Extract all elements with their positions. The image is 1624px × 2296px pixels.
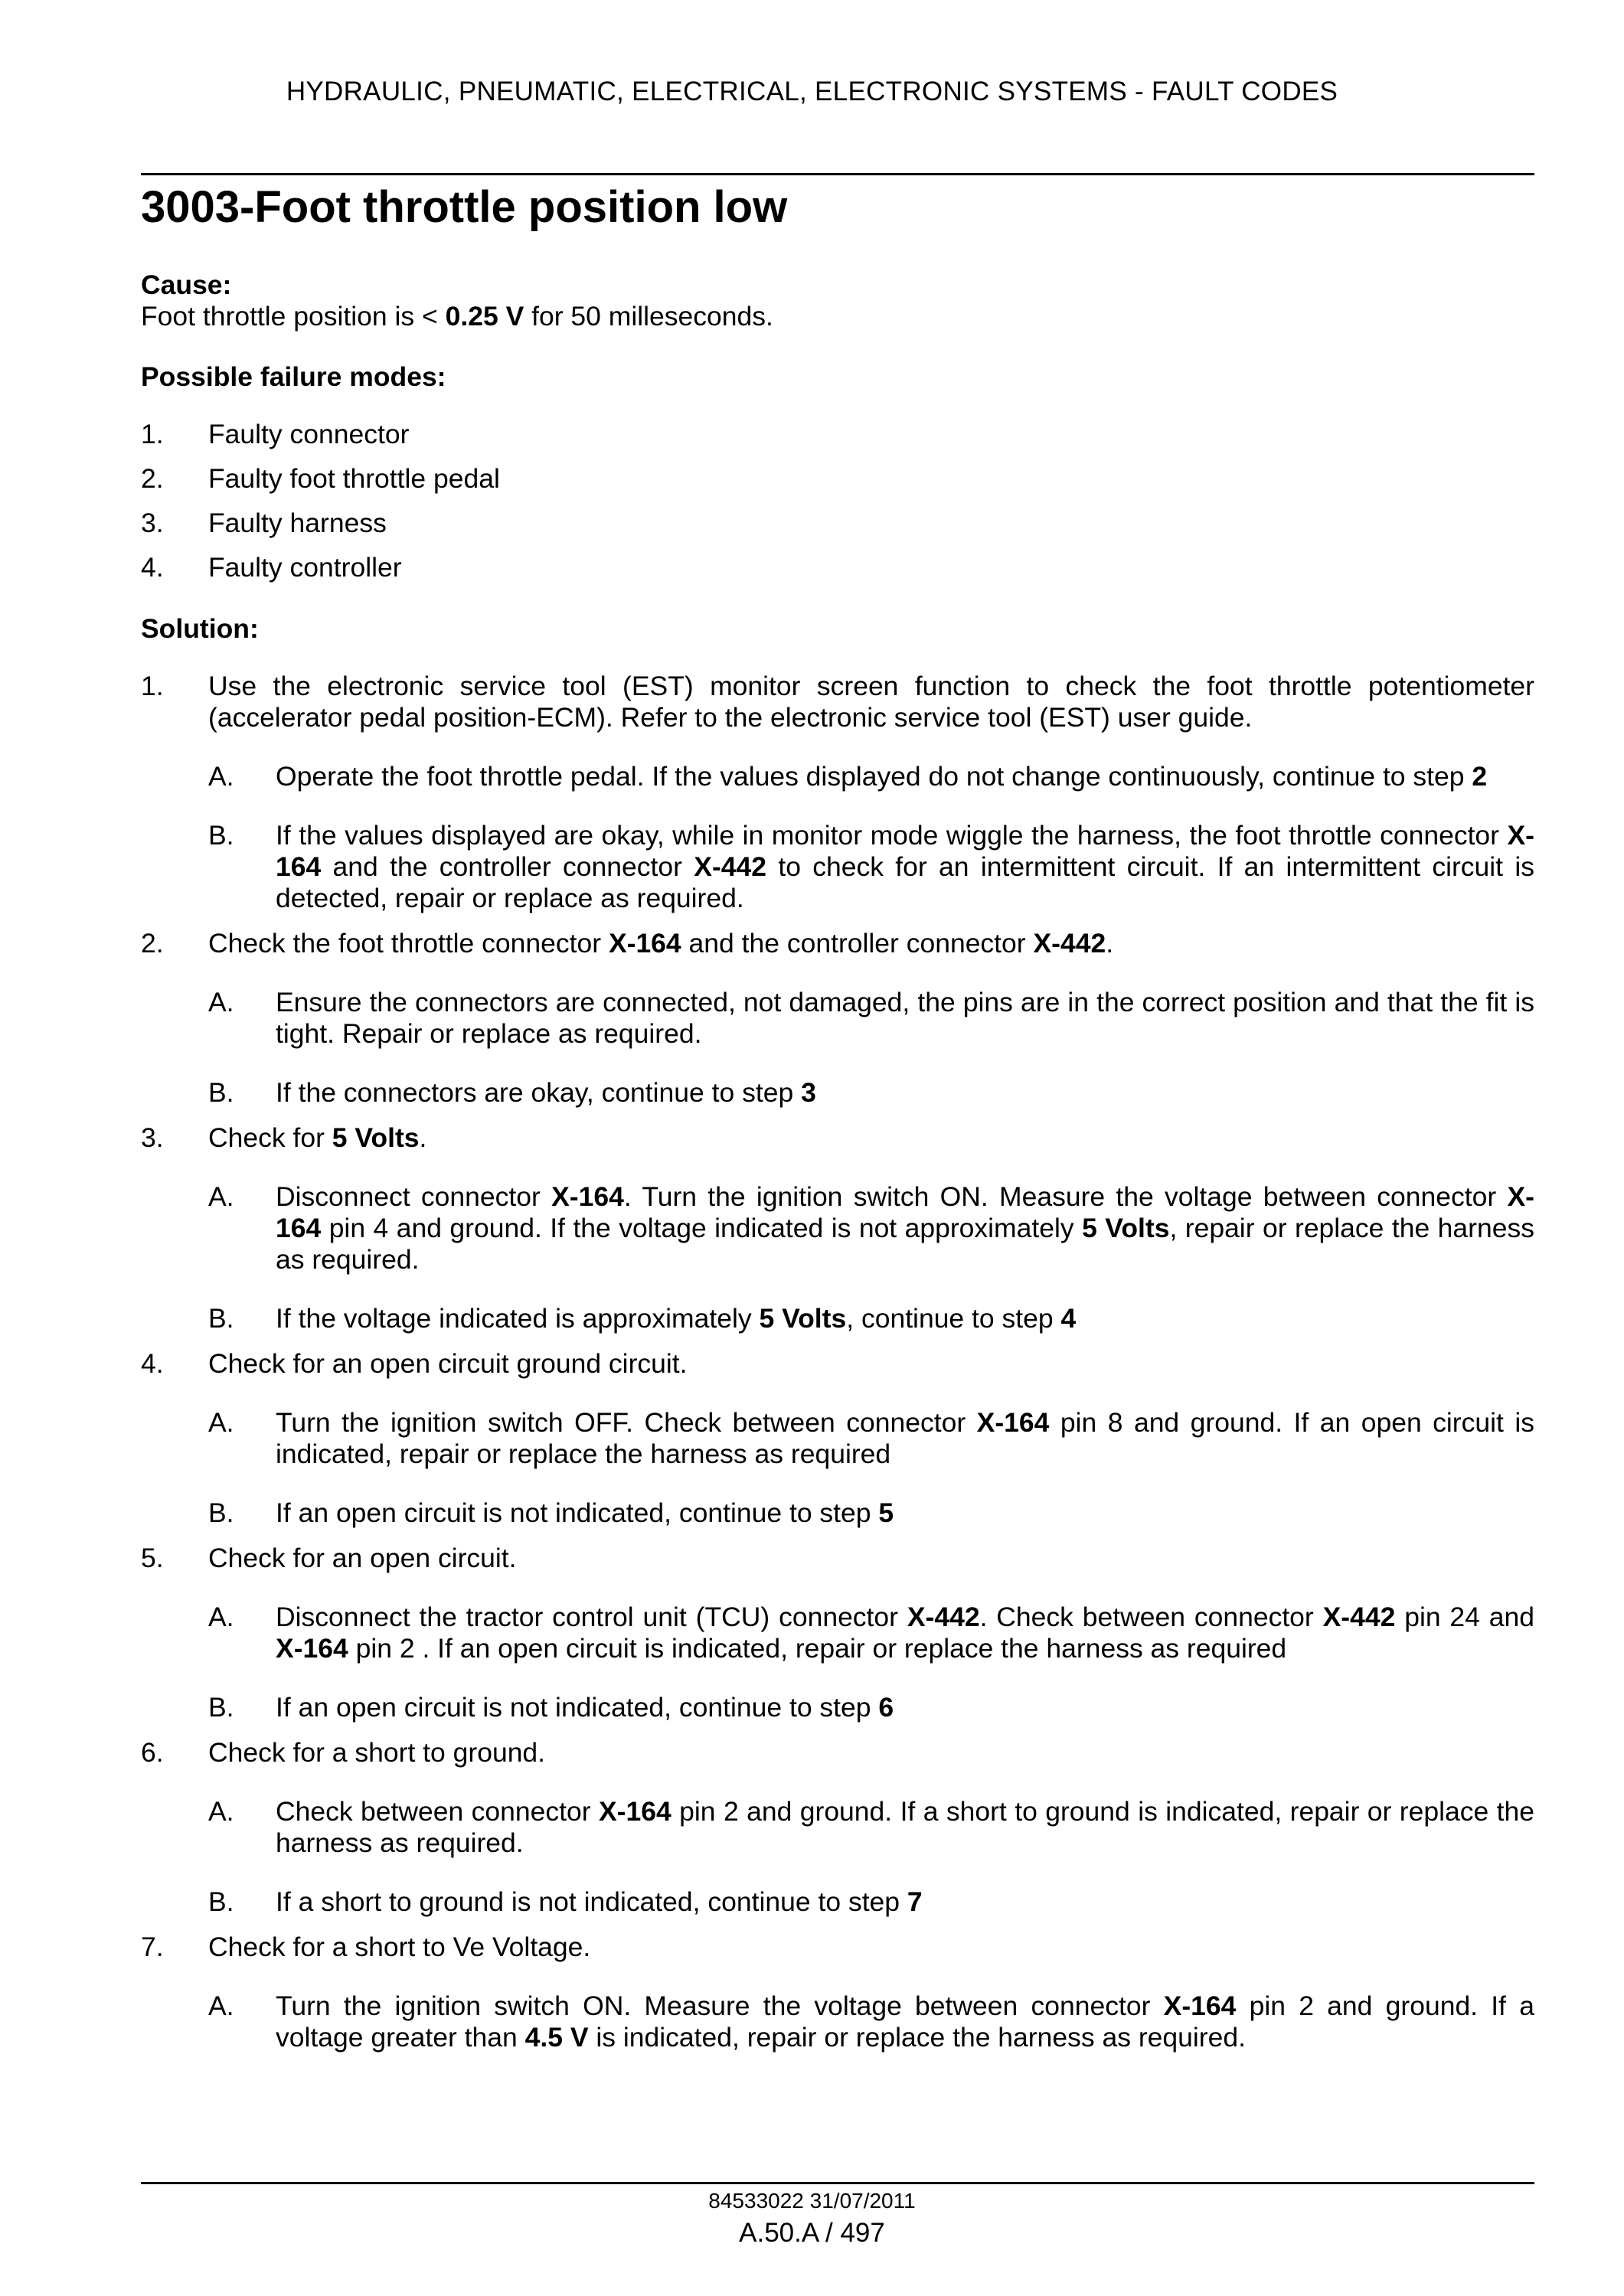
emphasis-text: X-164 bbox=[608, 928, 681, 959]
document-code: 84533022 31/07/2011 bbox=[708, 2189, 916, 2213]
step-text-run: Check for an open circuit. bbox=[208, 1543, 517, 1573]
cause-text-before: Foot throttle position is < bbox=[141, 301, 446, 331]
step-text-run: Check the foot throttle connector bbox=[208, 928, 609, 959]
failure-mode-number: 1. bbox=[141, 419, 164, 449]
page-content bbox=[141, 181, 1534, 2067]
failure-mode-item bbox=[141, 552, 1534, 583]
sub-step-letter: A. bbox=[208, 1991, 234, 2021]
step-text-run: Disconnect the tractor control unit (TCU) connector bbox=[276, 1602, 907, 1632]
sub-step-letter: A. bbox=[208, 1407, 234, 1438]
sub-step-letter: A. bbox=[208, 1602, 234, 1632]
step-text bbox=[208, 671, 1534, 733]
sub-step-text bbox=[276, 1077, 1534, 1109]
emphasis-text: 4.5 V bbox=[524, 2022, 589, 2053]
sub-step-text bbox=[276, 1796, 1534, 1859]
cause-text-after: for 50 milleseconds. bbox=[524, 301, 773, 331]
failure-mode-text: Faulty connector bbox=[208, 419, 410, 449]
step-text-run: Check for a short to Ve Voltage. bbox=[208, 1932, 591, 1962]
sub-step bbox=[208, 1077, 1534, 1109]
emphasis-text: 4 bbox=[1060, 1303, 1077, 1334]
sub-step-letter: B. bbox=[208, 1692, 234, 1723]
sub-step-text bbox=[276, 987, 1534, 1050]
solution-step bbox=[141, 1348, 1534, 1529]
step-text bbox=[208, 1543, 1534, 1574]
failure-mode-item bbox=[141, 419, 1534, 450]
sub-step-text bbox=[276, 1303, 1534, 1334]
sub-step-list bbox=[208, 1407, 1534, 1529]
step-text-run: Operate the foot throttle pedal. If the values displayed do not change continuously, continue to step bbox=[276, 761, 1472, 792]
step-text-run: pin 4 and ground. If the voltage indicated is not approximately bbox=[321, 1213, 1083, 1243]
emphasis-text: X-442 bbox=[1322, 1602, 1396, 1632]
emphasis-text: X-164 bbox=[276, 1181, 1534, 1243]
step-number: 1. bbox=[141, 671, 164, 701]
sub-step bbox=[208, 1602, 1534, 1664]
step-text-run: Check for bbox=[208, 1122, 332, 1153]
sub-step-list bbox=[208, 1602, 1534, 1723]
sub-step bbox=[208, 1692, 1534, 1723]
step-text-run: pin 2 . If an open circuit is indicated, repair or replace the harness as required bbox=[348, 1633, 1287, 1664]
step-text-run: pin 2 and ground. If a short to ground is indicated, repair or replace the harness as required. bbox=[276, 1796, 1534, 1858]
emphasis-text: 5 Volts bbox=[1082, 1213, 1170, 1243]
sub-step-list bbox=[208, 1991, 1534, 2053]
emphasis-text: X-442 bbox=[694, 851, 767, 882]
emphasis-text: X-164 bbox=[551, 1181, 624, 1212]
emphasis-text: 7 bbox=[907, 1886, 923, 1917]
failure-mode-text: Faulty controller bbox=[208, 552, 402, 583]
step-text bbox=[208, 928, 1534, 959]
step-text-run: If an open circuit is not indicated, continue to step bbox=[276, 1497, 879, 1528]
step-text-run: If the connectors are okay, continue to step bbox=[276, 1077, 802, 1108]
solution-step bbox=[141, 671, 1534, 914]
cause-text bbox=[141, 301, 1534, 332]
step-text bbox=[208, 1348, 1534, 1380]
step-text-run: Check for an open circuit ground circuit. bbox=[208, 1348, 688, 1379]
step-text-run: Turn the ignition switch ON. Measure the voltage between connector bbox=[276, 1991, 1164, 2021]
failure-mode-number: 3. bbox=[141, 508, 164, 538]
step-text-run: If a short to ground is not indicated, continue to step bbox=[276, 1886, 907, 1917]
emphasis-text: 6 bbox=[878, 1692, 894, 1723]
sub-step-letter: B. bbox=[208, 1886, 234, 1917]
sub-step bbox=[208, 987, 1534, 1050]
failure-mode-text: Faulty foot throttle pedal bbox=[208, 463, 500, 494]
emphasis-text: X-164 bbox=[976, 1407, 1050, 1438]
failure-mode-item bbox=[141, 463, 1534, 495]
step-text-run: pin 24 and bbox=[1395, 1602, 1534, 1632]
sub-step-list bbox=[208, 1181, 1534, 1334]
step-text-run: , continue to step bbox=[846, 1303, 1061, 1334]
emphasis-text: 3 bbox=[801, 1077, 816, 1108]
step-text bbox=[208, 1932, 1534, 1963]
emphasis-text: X-164 bbox=[1163, 1991, 1237, 2021]
solution-heading: Solution: bbox=[141, 613, 259, 644]
emphasis-text: 5 Volts bbox=[332, 1122, 420, 1153]
step-text-run: to check for an intermittent circuit. If an intermittent circuit is detected, repair or replace as required. bbox=[276, 851, 1534, 913]
step-number: 5. bbox=[141, 1543, 164, 1573]
step-number: 4. bbox=[141, 1348, 164, 1379]
cause-threshold-value: 0.25 V bbox=[445, 301, 524, 331]
step-text-run: Use the electronic service tool (EST) monitor screen function to check the foot throttle potentiometer (accelerator pedal position-ECM). Refer to the electronic service tool (EST) user guide. bbox=[208, 671, 1534, 733]
sub-step bbox=[208, 1886, 1534, 1918]
sub-step-letter: A. bbox=[208, 761, 234, 792]
step-text-run: pin 2 and ground. If a voltage greater than bbox=[276, 1991, 1534, 2053]
sub-step-letter: A. bbox=[208, 1181, 234, 1212]
solution-step bbox=[141, 1932, 1534, 2053]
sub-step bbox=[208, 820, 1534, 914]
step-text-run: Check for a short to ground. bbox=[208, 1737, 546, 1768]
step-text-run: is indicated, repair or replace the harness as required. bbox=[588, 2022, 1246, 2053]
sub-step-list bbox=[208, 987, 1534, 1109]
emphasis-text: 5 bbox=[878, 1497, 894, 1528]
step-text-run: . Check between connector bbox=[979, 1602, 1323, 1632]
sub-step-letter: B. bbox=[208, 1303, 234, 1334]
sub-step bbox=[208, 1991, 1534, 2053]
solution-step bbox=[141, 1737, 1534, 1918]
sub-step-list bbox=[208, 761, 1534, 914]
emphasis-text: 2 bbox=[1472, 761, 1488, 792]
sub-step-letter: A. bbox=[208, 987, 234, 1017]
step-number: 6. bbox=[141, 1737, 164, 1768]
sub-step bbox=[208, 1181, 1534, 1275]
step-text-run: . bbox=[419, 1122, 427, 1153]
fault-title: 3003-Foot throttle position low bbox=[141, 182, 788, 232]
running-header: HYDRAULIC, PNEUMATIC, ELECTRICAL, ELECTRONIC SYSTEMS - FAULT CODES bbox=[286, 77, 1338, 106]
step-text-run: If the voltage indicated is approximately bbox=[276, 1303, 760, 1334]
sub-step bbox=[208, 1497, 1534, 1529]
emphasis-text: X-164 bbox=[276, 1633, 348, 1664]
step-text-run: Ensure the connectors are connected, not damaged, the pins are in the correct position and that the fit is tight. Repair or replace as required. bbox=[276, 987, 1534, 1049]
step-text-run: , repair or replace the harness as required. bbox=[276, 1213, 1534, 1275]
step-text-run: pin 8 and ground. If an open circuit is indicated, repair or replace the harness as required bbox=[276, 1407, 1534, 1469]
failure-mode-text: Faulty harness bbox=[208, 508, 387, 538]
cause-heading: Cause: bbox=[141, 269, 232, 300]
step-number: 3. bbox=[141, 1122, 164, 1153]
sub-step bbox=[208, 1796, 1534, 1859]
sub-step bbox=[208, 1303, 1534, 1334]
step-text-run: If the values displayed are okay, while in monitor mode wiggle the harness, the foot throttle connector bbox=[276, 820, 1508, 851]
step-text-run: and the controller connector bbox=[321, 851, 694, 882]
sub-step-text bbox=[276, 1407, 1534, 1470]
step-text bbox=[208, 1122, 1534, 1154]
failure-modes-heading: Possible failure modes: bbox=[141, 361, 446, 392]
step-text-run: Check between connector bbox=[276, 1796, 599, 1827]
step-number: 2. bbox=[141, 928, 164, 959]
emphasis-text: 5 Volts bbox=[759, 1303, 847, 1334]
sub-step-text bbox=[276, 1181, 1534, 1275]
solution-step bbox=[141, 1122, 1534, 1334]
sub-step-text bbox=[276, 1991, 1534, 2053]
solution-steps-list bbox=[141, 671, 1534, 2053]
sub-step-text bbox=[276, 1497, 1534, 1529]
sub-step-list bbox=[208, 1796, 1534, 1918]
emphasis-text: X-164 bbox=[276, 820, 1534, 882]
emphasis-text: X-164 bbox=[599, 1796, 671, 1827]
failure-mode-number: 2. bbox=[141, 463, 164, 494]
sub-step-letter: A. bbox=[208, 1796, 234, 1827]
sub-step-letter: B. bbox=[208, 1077, 234, 1108]
sub-step-text bbox=[276, 1602, 1534, 1664]
step-text-run: Disconnect connector bbox=[276, 1181, 552, 1212]
sub-step bbox=[208, 761, 1534, 792]
failure-mode-item bbox=[141, 508, 1534, 539]
failure-mode-number: 4. bbox=[141, 552, 164, 583]
sub-step-letter: B. bbox=[208, 1497, 234, 1528]
solution-step bbox=[141, 928, 1534, 1109]
header-rule bbox=[141, 173, 1534, 175]
sub-step-text bbox=[276, 1692, 1534, 1723]
emphasis-text: X-442 bbox=[907, 1602, 980, 1632]
solution-step bbox=[141, 1543, 1534, 1723]
step-text-run: . bbox=[1106, 928, 1114, 959]
step-text-run: . Turn the ignition switch ON. Measure the voltage between connector bbox=[623, 1181, 1508, 1212]
step-number: 7. bbox=[141, 1932, 164, 1962]
step-text-run: If an open circuit is not indicated, continue to step bbox=[276, 1692, 879, 1723]
sub-step-text bbox=[276, 820, 1534, 914]
sub-step-text bbox=[276, 1886, 1534, 1918]
sub-step bbox=[208, 1407, 1534, 1470]
sub-step-letter: B. bbox=[208, 820, 234, 851]
page-number: A.50.A / 497 bbox=[739, 2218, 885, 2248]
step-text-run: Turn the ignition switch OFF. Check between connector bbox=[276, 1407, 977, 1438]
footer-rule bbox=[141, 2182, 1534, 2184]
emphasis-text: X-442 bbox=[1033, 928, 1106, 959]
failure-modes-list bbox=[141, 419, 1534, 583]
step-text-run: and the controller connector bbox=[681, 928, 1034, 959]
step-text bbox=[208, 1737, 1534, 1769]
sub-step-text bbox=[276, 761, 1534, 792]
